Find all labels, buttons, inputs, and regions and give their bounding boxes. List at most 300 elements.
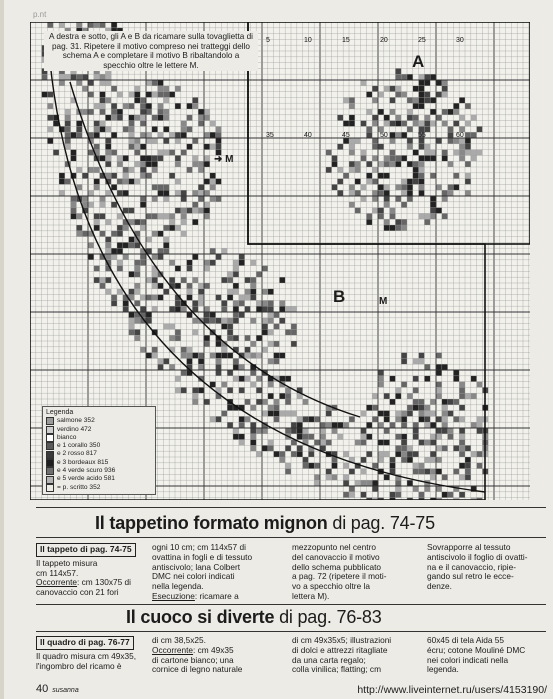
stitch-cell [158,248,164,254]
stitch-cell [88,80,94,86]
stitch-cell [268,306,274,312]
stitch-cell [198,184,204,190]
stitch-cell [361,469,367,475]
stitch-cell [152,306,158,312]
stitch-cell [175,190,181,196]
stitch-cell [372,393,378,399]
stitch-cell [349,115,355,121]
stitch-cell [250,434,256,440]
stitch-cell [152,231,158,237]
stitch-cell [419,97,425,103]
stitch-cell [140,115,146,121]
stitch-cell [198,387,204,393]
legend-item [46,467,152,475]
stitch-cell [401,422,407,428]
stitch-cell [395,445,401,451]
stitch-cell [233,260,239,266]
stitch-cell [372,196,378,202]
stitch-cell [129,329,135,335]
stitch-cell [442,80,448,86]
stitch-cell [378,422,384,428]
stitch-cell [419,353,425,359]
stitch-cell [117,161,123,167]
stitch-cell [227,353,233,359]
stitch-cell [210,132,216,138]
stitch-cell [105,237,111,243]
stitch-cell [442,492,448,498]
stitch-cell [227,387,233,393]
stitch-cell [204,115,210,121]
stitch-cell [459,150,465,156]
stitch-cell [152,213,158,219]
stitch-cell [158,132,164,138]
stitch-cell [413,387,419,393]
section1-col3-line5: vo a specchio oltre la [292,581,370,592]
stitch-cell [448,126,454,132]
stitch-cell [134,161,140,167]
stitch-cell [192,208,198,214]
stitch-cell [477,422,483,428]
stitch-cell [94,167,100,173]
stitch-cell [372,144,378,150]
stitch-cell [471,422,477,428]
stitch-cell [332,161,338,167]
stitch-cell [59,80,65,86]
stitch-cell [204,341,210,347]
stitch-cell [245,335,251,341]
stitch-cell [59,74,65,80]
stitch-cell [163,324,169,330]
stitch-cell [117,109,123,115]
stitch-cell [140,196,146,202]
stitch-cell [187,208,193,214]
stitch-cell [419,86,425,92]
stitch-cell [291,324,297,330]
stitch-cell [192,399,198,405]
stitch-cell [366,422,372,428]
stitch-cell [378,208,384,214]
stitch-cell [250,353,256,359]
stitch-cell [233,271,239,277]
stitch-cell [291,306,297,312]
stitch-cell [424,121,430,127]
stitch-cell [105,173,111,179]
stitch-cell [117,266,123,272]
stitch-cell [390,492,396,498]
stitch-cell [436,445,442,451]
stitch-cell [105,242,111,248]
stitch-cell [401,74,407,80]
stitch-cell [453,416,459,422]
stitch-cell [227,295,233,301]
stitch-cell [384,196,390,202]
stitch-cell [413,167,419,173]
stitch-cell [436,184,442,190]
stitch-cell [227,318,233,324]
stitch-cell [105,138,111,144]
stitch-cell [111,248,117,254]
stitch-cell [59,173,65,179]
stitch-cell [100,97,106,103]
stitch-cell [250,341,256,347]
stitch-cell [401,440,407,446]
stitch-cell [419,80,425,86]
stitch-cell [390,457,396,463]
stitch-cell [384,184,390,190]
stitch-cell [424,469,430,475]
stitch-cell [134,144,140,150]
stitch-cell [65,144,71,150]
stitch-cell [384,440,390,446]
stitch-cell [256,399,262,405]
stitch-cell [453,173,459,179]
stitch-cell [384,451,390,457]
stitch-cell [337,144,343,150]
stitch-cell [146,132,152,138]
stitch-cell [413,121,419,127]
stitch-cell [349,202,355,208]
stitch-cell [436,364,442,370]
stitch-cell [453,121,459,127]
stitch-cell [297,434,303,440]
stitch-cell [152,196,158,202]
stitch-cell [129,167,135,173]
section2-col3-line3: da una carta regalo; [292,654,366,665]
stitch-cell [407,451,413,457]
stitch-cell [210,173,216,179]
stitch-cell [424,219,430,225]
stitch-cell [181,126,187,132]
stitch-cell [163,237,169,243]
stitch-cell [372,190,378,196]
stitch-cell [111,132,117,138]
stitch-cell [250,295,256,301]
stitch-cell [169,173,175,179]
stitch-cell [465,150,471,156]
legend-swatch [46,476,54,484]
stitch-cell [407,196,413,202]
stitch-cell [366,92,372,98]
stitch-cell [47,92,53,98]
section2-col2-line3: di cartone bianco; una [152,654,234,665]
stitch-cell [216,295,222,301]
stitch-cell [146,109,152,115]
stitch-cell [361,196,367,202]
stitch-cell [105,254,111,260]
stitch-cell [210,184,216,190]
stitch-cell [239,254,245,260]
stitch-cell [343,97,349,103]
stitch-cell [361,457,367,463]
stitch-cell [430,202,436,208]
stitch-cell [129,103,135,109]
legend-swatch [46,426,54,434]
stitch-cell [158,109,164,115]
stitch-cell [169,219,175,225]
stitch-cell [285,306,291,312]
divider-top [36,507,546,508]
stitch-cell [459,440,465,446]
stitch-cell [378,451,384,457]
stitch-cell [459,434,465,440]
stitch-cell [448,492,454,498]
stitch-cell [465,161,471,167]
stitch-cell [204,208,210,214]
stitch-cell [419,92,425,98]
stitch-cell [448,138,454,144]
stitch-cell [372,138,378,144]
stitch-cell [401,184,407,190]
stitch-cell [94,22,100,28]
stitch-cell [268,411,274,417]
chart-instructions: A destra e sotto, gli A e B da ricamare sulla tovaglietta di pag. 31. Ripetere il motivo compreso nei tratteggi dello schema A e completare il motivo B ribaltandolo a specchio oltre le lettere M. [44,31,258,71]
stitch-cell [181,231,187,237]
stitch-cell [65,74,71,80]
stitch-cell [210,144,216,150]
stitch-cell [105,144,111,150]
stitch-cell [395,92,401,98]
stitch-cell [158,254,164,260]
stitch-cell [471,132,477,138]
stitch-cell [291,329,297,335]
section1-col1-line3: Occorrente: cm 130x75 di [36,577,132,588]
stitch-cell [239,387,245,393]
section2-col3-line2: di dolci e attrezzi ritagliate [292,644,388,655]
chart-number-label: 30 [456,37,464,44]
stitch-cell [424,115,430,121]
stitch-cell [210,382,216,388]
stitch-cell [430,173,436,179]
stitch-cell [274,416,280,422]
stitch-cell [140,254,146,260]
stitch-cell [105,161,111,167]
legend-item [46,475,152,483]
stitch-cell [163,126,169,132]
stitch-cell [198,115,204,121]
stitch-cell [384,190,390,196]
stitch-cell [436,428,442,434]
stitch-cell [111,22,117,28]
stitch-cell [297,428,303,434]
stitch-cell [361,434,367,440]
stitch-cell [378,213,384,219]
section2-box-label: Il quadro di pag. 76-77 [36,636,134,650]
stitch-cell [221,347,227,353]
stitch-cell [158,231,164,237]
stitch-cell [372,208,378,214]
stitch-cell [413,173,419,179]
stitch-cell [47,138,53,144]
stitch-cell [158,80,164,86]
stitch-cell [448,161,454,167]
stitch-cell [424,92,430,98]
stitch-cell [100,277,106,283]
stitch-cell [204,109,210,115]
stitch-cell [407,138,413,144]
stitch-cell [372,463,378,469]
stitch-cell [424,405,430,411]
stitch-cell [459,115,465,121]
stitch-cell [407,445,413,451]
stitch-cell [361,440,367,446]
stitch-cell [163,109,169,115]
stitch-cell [390,109,396,115]
stitch-cell [326,411,332,417]
stitch-cell [198,353,204,359]
stitch-cell [384,225,390,231]
stitch-cell [274,324,280,330]
stitch-cell [413,469,419,475]
stitch-cell [140,219,146,225]
chart-number-label: 40 [304,132,312,139]
stitch-cell [117,248,123,254]
section1-col3-line4: a pag. 72 (ripetere il moti- [292,571,387,582]
stitch-cell [413,463,419,469]
stitch-cell [343,422,349,428]
stitch-cell [349,486,355,492]
stitch-cell [175,103,181,109]
stitch-cell [152,92,158,98]
stitch-cell [390,208,396,214]
stitch-cell [111,300,117,306]
stitch-cell [94,213,100,219]
stitch-cell [134,283,140,289]
stitch-cell [175,161,181,167]
stitch-cell [94,121,100,127]
stitch-cell [442,190,448,196]
stitch-cell [163,86,169,92]
stitch-cell [163,225,169,231]
stitch-cell [395,155,401,161]
stitch-cell [123,254,129,260]
stitch-cell [436,115,442,121]
stitch-cell [71,213,77,219]
stitch-cell [256,376,262,382]
stitch-cell [332,422,338,428]
stitch-cell [111,254,117,260]
stitch-cell [274,312,280,318]
stitch-cell [192,277,198,283]
stitch-cell [279,300,285,306]
stitch-cell [146,173,152,179]
stitch-cell [465,457,471,463]
stitch-cell [262,300,268,306]
stitch-cell [204,179,210,185]
stitch-cell [65,115,71,121]
stitch-cell [100,109,106,115]
stitch-cell [424,97,430,103]
stitch-cell [204,399,210,405]
stitch-cell [216,179,222,185]
stitch-cell [372,179,378,185]
stitch-cell [268,358,274,364]
stitch-cell [59,179,65,185]
stitch-cell [158,213,164,219]
stitch-cell [134,318,140,324]
stitch-cell [355,440,361,446]
stitch-cell [233,312,239,318]
stitch-cell [210,196,216,202]
stitch-cell [395,416,401,422]
stitch-cell [233,289,239,295]
stitch-cell [419,161,425,167]
stitch-cell [169,277,175,283]
stitch-cell [82,196,88,202]
stitch-cell [430,74,436,80]
stitch-cell [407,74,413,80]
section1-col4-line4: gando sul retro le ecce- [427,571,514,582]
stitch-cell [436,80,442,86]
stitch-cell [291,451,297,457]
divider-bottom [36,631,546,632]
stitch-cell [285,469,291,475]
stitch-cell [297,422,303,428]
stitch-cell [320,434,326,440]
stitch-cell [349,416,355,422]
stitch-cell [94,179,100,185]
stitch-cell [256,271,262,277]
stitch-cell [442,405,448,411]
legend-item [46,426,152,434]
stitch-cell [355,167,361,173]
stitch-cell [349,103,355,109]
stitch-cell [158,115,164,121]
stitch-cell [442,474,448,480]
stitch-cell [442,86,448,92]
stitch-cell [175,86,181,92]
stitch-cell [117,115,123,121]
stitch-cell [413,422,419,428]
stitch-cell [100,202,106,208]
stitch-cell [279,306,285,312]
stitch-cell [465,190,471,196]
stitch-cell [349,469,355,475]
stitch-cell [395,411,401,417]
stitch-cell [459,451,465,457]
stitch-cell [245,353,251,359]
stitch-cell [407,457,413,463]
stitch-cell [140,173,146,179]
stitch-cell [361,428,367,434]
stitch-cell [274,451,280,457]
stitch-cell [198,358,204,364]
stitch-cell [94,184,100,190]
stitch-cell [216,138,222,144]
stitch-cell [366,161,372,167]
stitch-cell [378,457,384,463]
stitch-cell [105,74,111,80]
stitch-cell [303,463,309,469]
stitch-cell [268,405,274,411]
stitch-cell [134,266,140,272]
stitch-cell [453,445,459,451]
stitch-cell [233,266,239,272]
stitch-cell [169,324,175,330]
stitch-cell [262,347,268,353]
stitch-cell [123,242,129,248]
stitch-cell [372,480,378,486]
stitch-cell [152,126,158,132]
stitch-cell [105,277,111,283]
stitch-cell [175,387,181,393]
stitch-cell [158,295,164,301]
stitch-cell [233,300,239,306]
stitch-cell [355,190,361,196]
stitch-cell [163,289,169,295]
watermark-url[interactable]: http://www.liveinternet.ru/users/4153190/ [357,684,547,696]
stitch-cell [453,370,459,376]
stitch-cell [308,434,314,440]
